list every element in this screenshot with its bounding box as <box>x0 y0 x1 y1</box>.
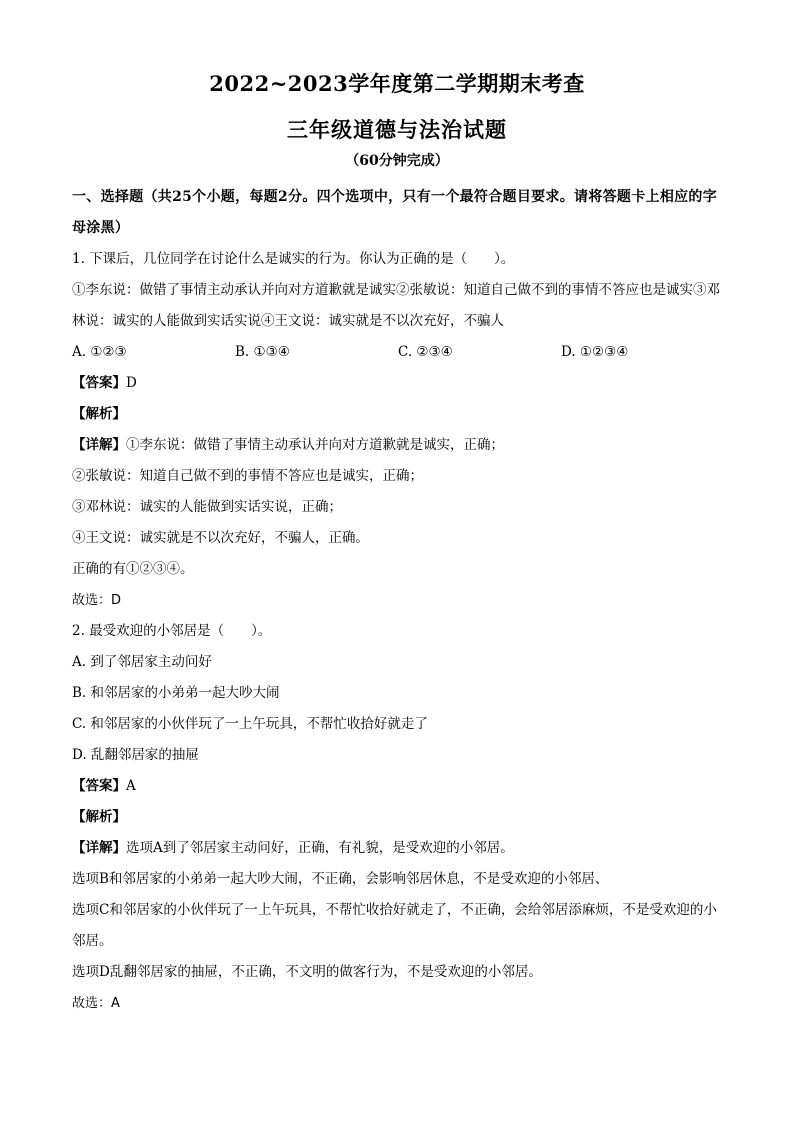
q1-detail-line-5: 正确的有①②③④。 <box>72 561 194 577</box>
q2-stem: 2. 最受欢迎的小邻居是（ ）。 <box>72 623 272 639</box>
q2-analysis-tag: 【解析】 <box>72 809 126 825</box>
q1-stem: 1. 下课后，几位同学在讨论什么是诚实的行为。你认为正确的是（ ）。 <box>72 251 515 267</box>
q1-detail-line-1 <box>72 430 727 461</box>
q1-detail-text-1: ①李东说：做错了事情主动承认并向对方道歉就是诚实，正确； <box>126 437 504 453</box>
q1-answer <box>72 368 727 399</box>
q2-answer-tag: 【答案】 <box>72 778 126 794</box>
q1-statements: ①李东说：做错了事情主动承认并向对方道歉就是诚实②张敏说：知道自己做不到的事情不答应也是诚实③邓林说：诚实的人能做到实话实说④王文说：诚实就是不以次充好，不骗人 <box>72 282 720 329</box>
q2-detail-line-1 <box>72 833 727 864</box>
q2-detail-line-2: 选项B和邻居家的小弟弟一起大吵大闹，不正确，会影响邻居休息，不是受欢迎的小邻居、 <box>72 871 609 887</box>
exam-title: 2022~2023学年度第二学期期末考查 <box>209 71 585 96</box>
q2-option-c: C. 和邻居家的小伙伴玩了一上午玩具，不帮忙收拾好就走了 <box>72 716 428 732</box>
q1-detail-line-6: 故选：D <box>72 593 122 608</box>
q1-option-b: B. ①③④ <box>235 344 290 360</box>
q1-option-c: C. ②③④ <box>398 344 453 360</box>
q1-detail-line-3: ③邓林说：诚实的人能做到实话实说，正确； <box>72 499 342 515</box>
exam-duration: （60分钟完成） <box>345 153 449 169</box>
q1-detail-line-4: ④王文说：诚实就是不以次充好，不骗人，正确。 <box>72 530 369 546</box>
q1-answer-value: D <box>126 375 137 391</box>
q2-detail-line-4: 选项D乱翻邻居家的抽屉，不正确，不文明的做客行为，不是受欢迎的小邻居。 <box>72 964 542 980</box>
q2-option-d: D. 乱翻邻居家的抽屉 <box>72 747 199 763</box>
q2-detail-line-3: 选项C和邻居家的小伙伴玩了一上午玩具，不帮忙收拾好就走了，不正确，会给邻居添麻烦，不是受欢迎的小邻居。 <box>72 902 717 949</box>
q1-option-d: D. ①②③④ <box>561 344 629 360</box>
q2-option-b: B. 和邻居家的小弟弟一起大吵大闹 <box>72 685 280 701</box>
q2-answer-value: A <box>126 778 136 794</box>
q2-detail-line-5: 故选：A <box>72 996 120 1011</box>
q1-option-a: A. ①②③ <box>72 344 127 360</box>
q2-answer <box>72 771 727 802</box>
q1-detail-line-2: ②张敏说：知道自己做不到的事情不答应也是诚实，正确； <box>72 468 423 484</box>
q1-detail-tag: 【详解】 <box>72 437 126 453</box>
q2-detail-tag: 【详解】 <box>72 840 126 856</box>
q1-analysis-tag: 【解析】 <box>72 406 126 422</box>
q2-option-a: A. 到了邻居家主动问好 <box>72 654 212 670</box>
q1-answer-tag: 【答案】 <box>72 375 126 391</box>
exam-subtitle: 三年级道德与法治试题 <box>287 117 507 142</box>
section-heading: 一、选择题（共25个小题，每题2分。四个选项中，只有一个最符合题目要求。请将答题卡上相应的字母涂黑） <box>72 189 718 236</box>
q2-detail-text-1: 选项A到了邻居家主动问好，正确，有礼貌，是受欢迎的小邻居。 <box>126 840 514 856</box>
exam-body <box>72 182 727 1019</box>
q1-options <box>72 337 727 368</box>
